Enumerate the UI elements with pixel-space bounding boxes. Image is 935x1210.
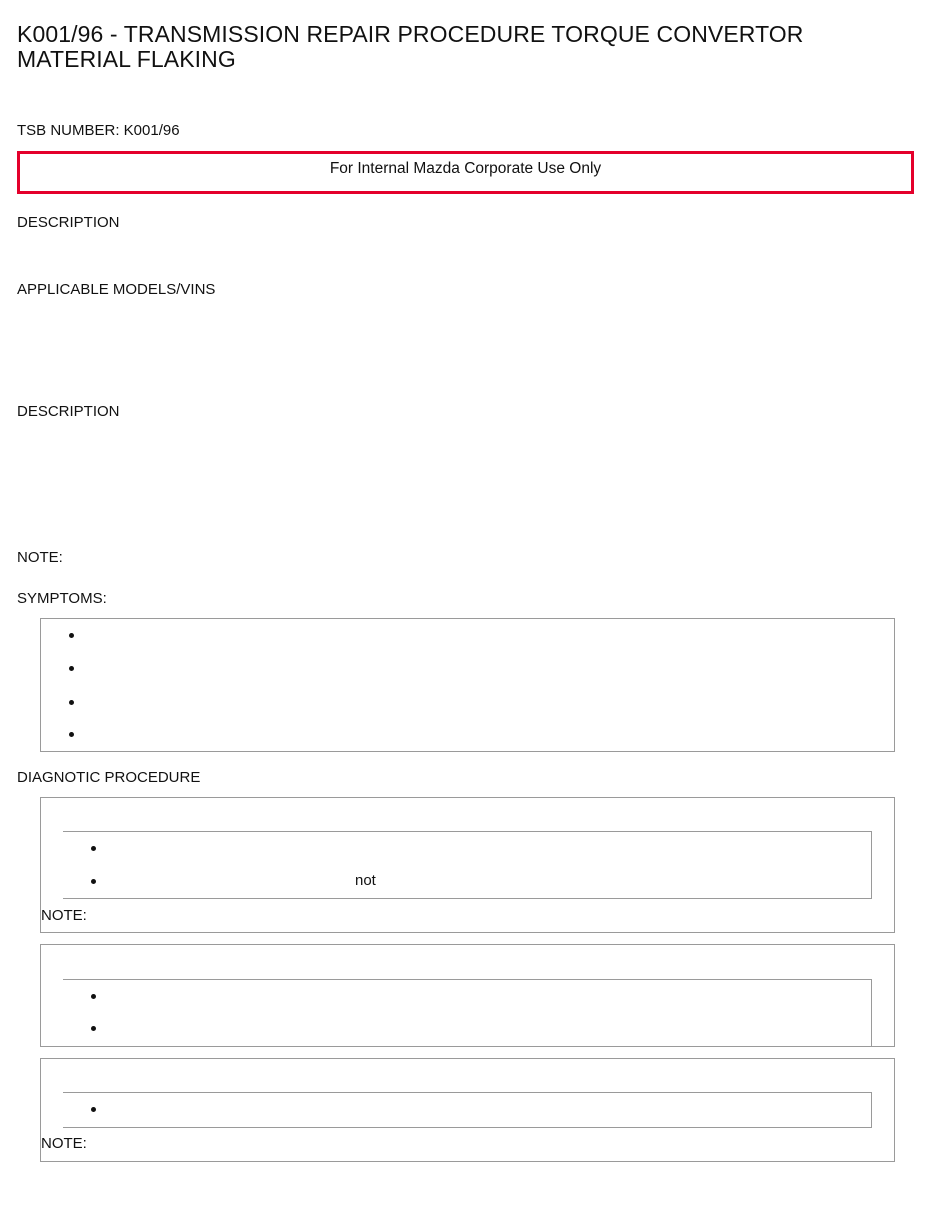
symptoms-list	[40, 618, 895, 752]
list-item-bullet	[91, 879, 96, 884]
description-heading-2: DESCRIPTION	[17, 403, 120, 420]
diagnostic-step-3-note: NOTE:	[41, 1135, 87, 1152]
page-title: K001/96 - TRANSMISSION REPAIR PROCEDURE TORQUE CONVERTOR MATERIAL FLAKING	[17, 21, 804, 72]
description-heading: DESCRIPTION	[17, 214, 120, 231]
internal-use-text: For Internal Mazda Corporate Use Only	[329, 160, 602, 177]
list-item-text: not	[355, 872, 376, 889]
diagnostic-step-3-list	[63, 1092, 872, 1128]
diagnostic-procedure-heading: DIAGNOTIC PROCEDURE	[17, 769, 201, 786]
symptoms-heading: SYMPTOMS:	[17, 590, 107, 607]
list-item-bullet	[91, 1026, 96, 1031]
applicable-models-heading: APPLICABLE MODELS/VINS	[17, 281, 216, 298]
diagnostic-step-2-list	[63, 979, 872, 1047]
list-item-bullet	[91, 994, 96, 999]
list-item-bullet	[69, 700, 74, 705]
tsb-number-label: TSB NUMBER: K001/96	[17, 122, 180, 139]
internal-use-banner	[17, 151, 914, 194]
list-item-bullet	[69, 633, 74, 638]
list-item-bullet	[69, 732, 74, 737]
list-item-bullet	[91, 1107, 96, 1112]
diagnostic-step-1	[40, 797, 895, 933]
diagnostic-step-1-list	[63, 831, 872, 899]
diagnostic-step-3	[40, 1058, 895, 1162]
list-item-bullet	[91, 846, 96, 851]
list-item-bullet	[69, 666, 74, 671]
diagnostic-step-1-note: NOTE:	[41, 907, 87, 924]
note-label: NOTE:	[17, 549, 63, 566]
diagnostic-step-2	[40, 944, 895, 1047]
